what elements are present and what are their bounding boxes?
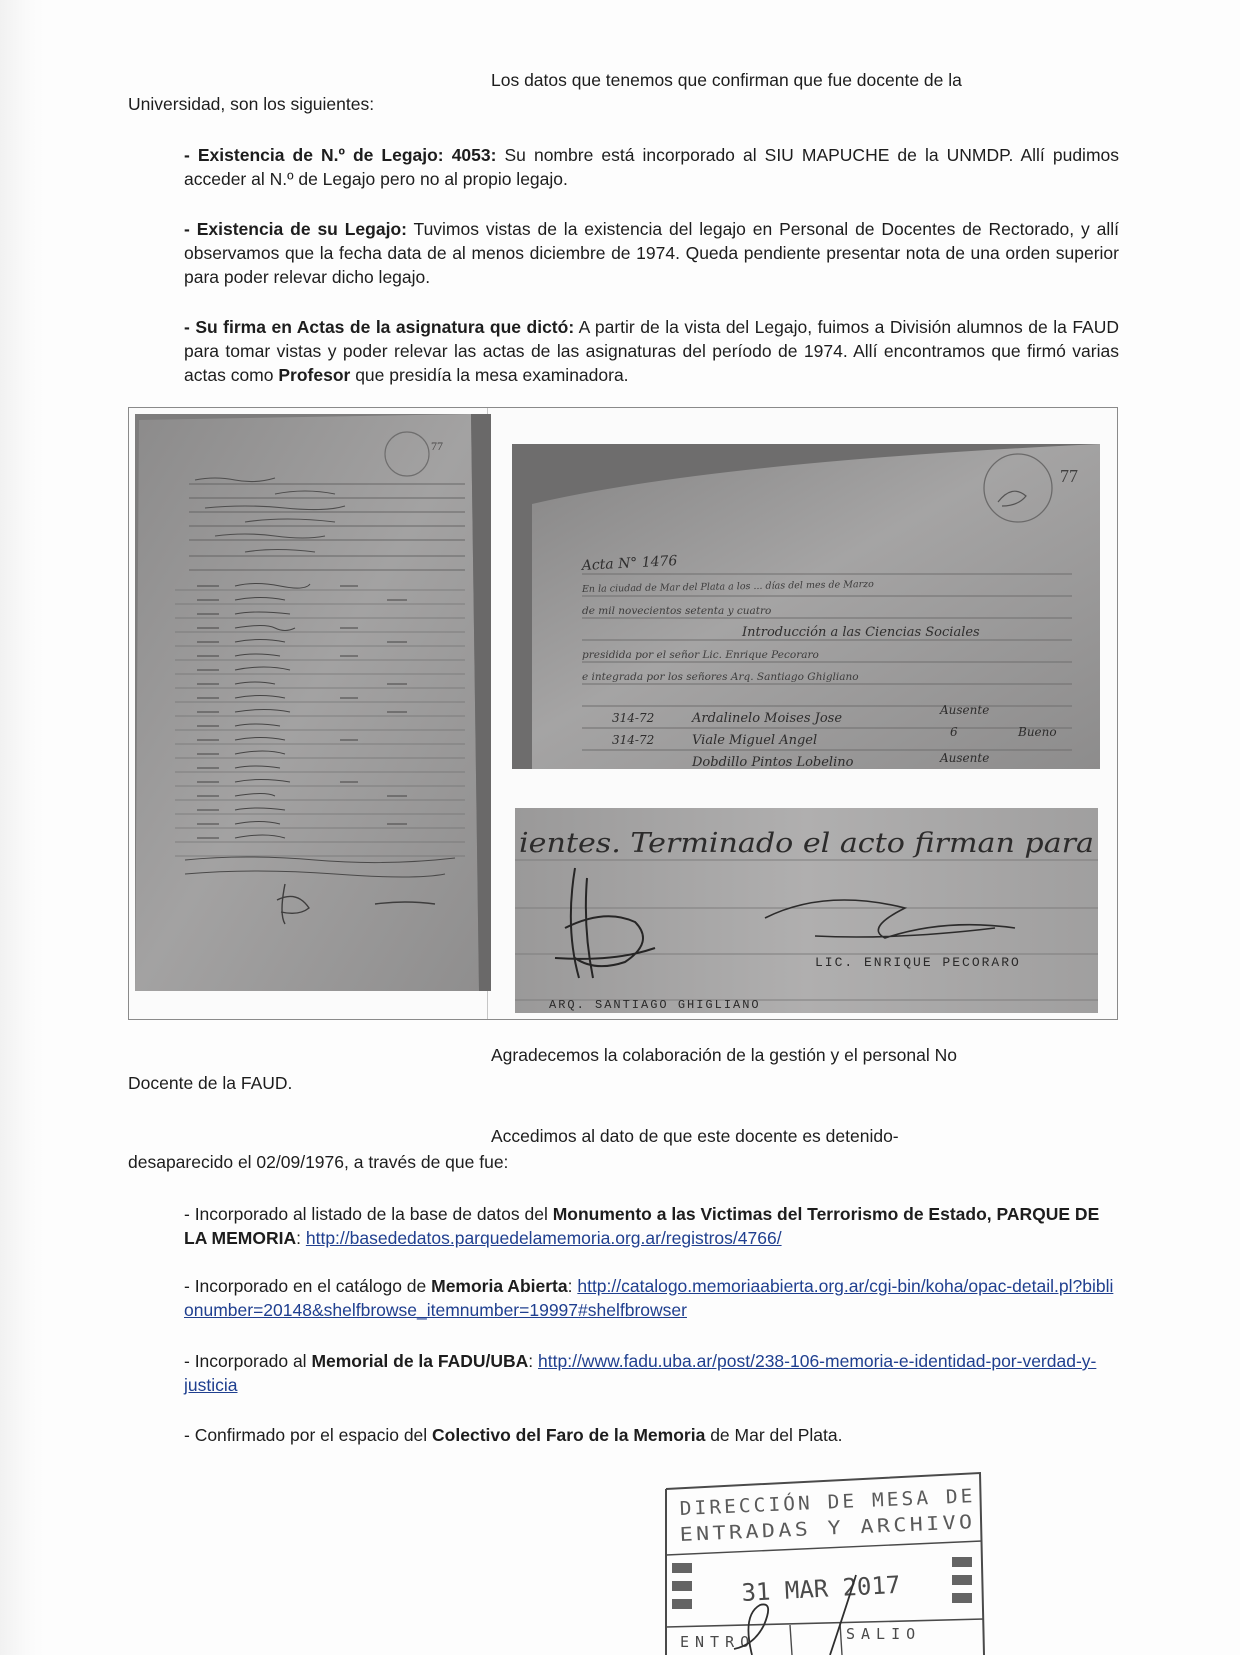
bullet-parque-memoria-sep: : bbox=[296, 1228, 306, 1248]
item-legajo-number-heading: - Existencia de N.º de Legajo: 4053: bbox=[184, 145, 497, 165]
bullet-parque-memoria-bold: Monumento a las Victimas del Terrorismo de Estado, PARQUE DE LA MEMORIA bbox=[184, 1204, 1100, 1248]
acta-line-5: e integrada por los señores Arq. Santiago Ghigliano bbox=[582, 671, 859, 683]
acta-photos-frame bbox=[128, 407, 1118, 1020]
acta-row-2-mark: Bueno bbox=[1018, 725, 1057, 739]
item-legajo-number bbox=[184, 143, 1119, 191]
acta-row-1-name: Ardalinelo Moises Jose bbox=[692, 711, 843, 726]
acta-row-1-reg: 314-72 bbox=[612, 711, 655, 725]
acta-line-3: Introducción a las Ciencias Sociales bbox=[742, 625, 980, 640]
reception-stamp bbox=[660, 1459, 992, 1655]
bullet-memorial-fadu-pre: - Incorporado al bbox=[184, 1351, 312, 1371]
acta-photo-closeup bbox=[512, 444, 1100, 769]
bullet-faro-memoria bbox=[184, 1423, 1119, 1447]
acta-row-2-name: Viale Miguel Angel bbox=[692, 733, 818, 748]
acta-closing-script: ientes. Terminado el acto firman para bbox=[519, 828, 1094, 859]
bullet-memorial-fadu-sep: : bbox=[528, 1351, 539, 1371]
item-signature-actas-heading: - Su firma en Actas de la asignatura que dictó: bbox=[184, 317, 575, 337]
signature-label-pecoraro: LIC. ENRIQUE PECORARO bbox=[815, 955, 1021, 970]
intro-line-2: Universidad, son los siguientes: bbox=[128, 94, 375, 114]
stamp-entro: ENTRO bbox=[680, 1633, 756, 1651]
bullet-faro-memoria-bold: Colectivo del Faro de la Memoria bbox=[432, 1425, 706, 1445]
acta-heading: Acta N° 1476 bbox=[581, 553, 678, 574]
right-page-number: 77 bbox=[1060, 466, 1078, 486]
bullet-memorial-fadu bbox=[184, 1349, 1119, 1397]
access-line-1: Accedimos al dato de que este docente es detenido- bbox=[491, 1126, 899, 1146]
scan-edge-shadow bbox=[0, 0, 44, 1655]
acta-photo-full-page bbox=[135, 414, 491, 991]
acta-row-3-mark: Ausente bbox=[940, 751, 990, 765]
bullet-memoria-abierta-sep: : bbox=[567, 1276, 578, 1296]
acta-line-4: presidida por el señor Lic. Enrique Pecoraro bbox=[582, 649, 819, 661]
item-legajo-existence bbox=[184, 217, 1119, 289]
item-signature-actas-text-end: que presidía la mesa examinadora. bbox=[350, 365, 629, 385]
bullet-faro-memoria-pre: - Confirmado por el espacio del bbox=[184, 1425, 433, 1445]
item-legajo-existence-text: Tuvimos vistas de la existencia del legajo en Personal de Docentes de Rectorado, y allí observamos que la fecha data de al menos diciembre de 1974. Queda pendiente presentar nota de una orden superior para poder relevar dicho legajo. bbox=[184, 219, 1120, 287]
bullet-memoria-abierta-bold: Memoria Abierta bbox=[431, 1276, 568, 1296]
acta-row-3-name: Dobdillo Pintos Lobelino bbox=[692, 755, 854, 769]
item-signature-actas-text: A partir de la vista del Legajo, fuimos a División alumnos de la FAUD para tomar vistas y poder relevar las actas de las asignaturas del período de 1974. Allí encontramos que firmó varias actas como bbox=[184, 317, 1120, 385]
acta-row-2-reg: 314-72 bbox=[612, 733, 655, 747]
access-line-2: desaparecido el 02/09/1976, a través de que fue: bbox=[128, 1152, 509, 1172]
acta-row-1-mark: Ausente bbox=[940, 703, 990, 717]
stamp-line-1: DIRECCIÓN DE MESA DE bbox=[679, 1485, 969, 1520]
item-signature-actas bbox=[184, 315, 1119, 387]
signature-label-ghigliano: ARQ. SANTIAGO GHIGLIANO bbox=[549, 998, 761, 1012]
bullet-memorial-fadu-bold: Memorial de la FADU/UBA bbox=[311, 1351, 529, 1371]
bullet-memoria-abierta-pre: - Incorporado en el catálogo de bbox=[184, 1276, 432, 1296]
bullet-parque-memoria-pre: - Incorporado al listado de la base de datos del bbox=[184, 1204, 553, 1224]
stamp-salio: SALIO bbox=[846, 1625, 922, 1643]
item-legajo-existence-heading: - Existencia de su Legajo: bbox=[184, 219, 407, 239]
acta-row-2-grade: 6 bbox=[950, 725, 958, 739]
stamp-line-2: ENTRADAS Y ARCHIVO bbox=[679, 1512, 940, 1546]
item-legajo-number-text: Su nombre está incorporado al SIU MAPUCHE de la UNMDP. Allí pudimos acceder al N.º de Legajo pero no al propio legajo. bbox=[184, 145, 1119, 189]
link-memorial-fadu[interactable]: http://www.fadu.uba.ar/post/238-106-memoria-e-identidad-por-verdad-y-justicia bbox=[184, 1351, 1097, 1395]
item-signature-actas-role: Profesor bbox=[278, 365, 351, 385]
bullet-faro-memoria-post: de Mar del Plata. bbox=[705, 1425, 843, 1445]
thanks-line-1: Agradecemos la colaboración de la gestión y el personal No bbox=[491, 1045, 957, 1065]
left-page-number: 77 bbox=[431, 439, 443, 453]
thanks-line-2: Docente de la FAUD. bbox=[128, 1073, 293, 1093]
bullet-memoria-abierta bbox=[184, 1274, 1119, 1322]
link-parque-memoria[interactable]: http://basededatos.parquedelamemoria.org.ar/registros/4766/ bbox=[305, 1228, 782, 1248]
acta-line-1: En la ciudad de Mar del Plata a los ... días del mes de Marzo bbox=[581, 578, 874, 595]
acta-line-2: de mil novecientos setenta y cuatro bbox=[582, 605, 772, 617]
bullet-parque-memoria bbox=[184, 1202, 1119, 1250]
intro-line-1: Los datos que tenemos que confirman que fue docente de la bbox=[491, 70, 962, 90]
acta-photo-signatures bbox=[515, 808, 1098, 1013]
link-memoria-abierta[interactable]: http://catalogo.memoriaabierta.org.ar/cgi-bin/koha/opac-detail.pl?biblionumber=20148&shelfbrowse_itemnumber=19997#shelfbrowser bbox=[184, 1276, 1114, 1320]
stamp-date: 31 MAR 2017 bbox=[740, 1570, 902, 1607]
